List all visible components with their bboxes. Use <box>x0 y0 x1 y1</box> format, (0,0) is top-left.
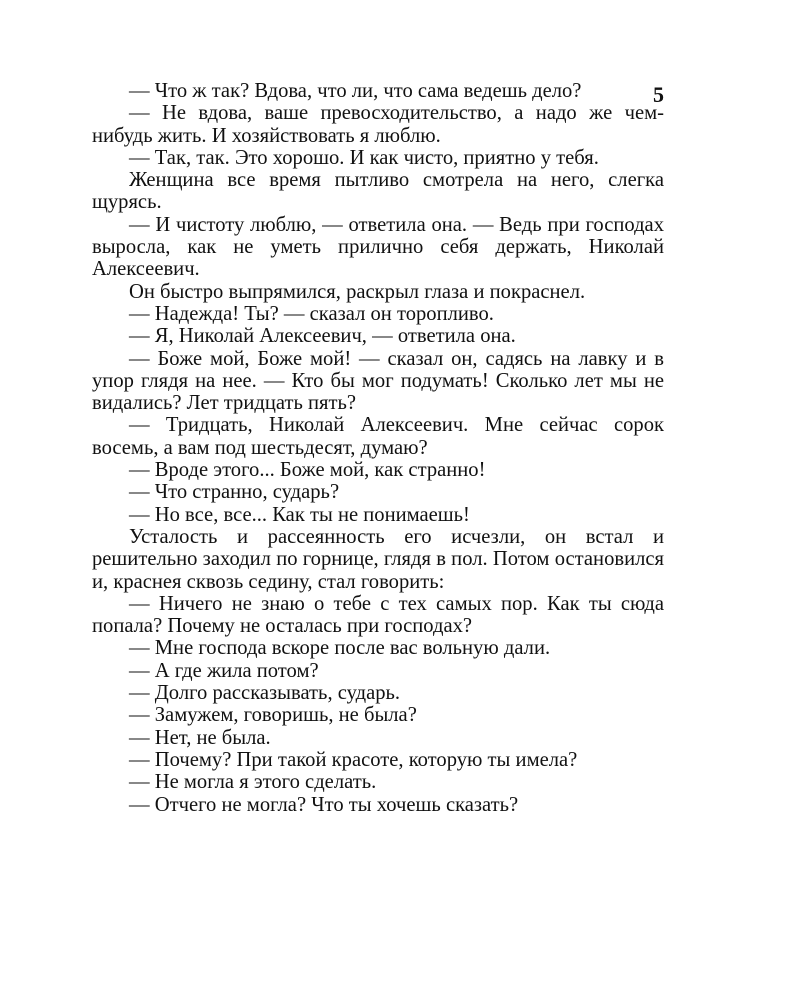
paragraph: — Тридцать, Николай Алексеевич. Мне сейчас сорок восемь, а вам под шестьдесят, думаю? <box>92 414 664 459</box>
paragraph: Он быстро выпрямился, раскрыл глаза и покраснел. <box>129 280 586 303</box>
paragraph: — Надежда! Ты? — сказал он торопливо. <box>129 302 494 325</box>
paragraph: — Не вдова, ваше превосходительство, а надо же чем-нибудь жить. И хозяйствовать я люблю. <box>92 102 664 147</box>
paragraph: — Боже мой, Боже мой! — сказал он, садясь на лавку и в упор глядя на нее. — Кто бы мог подумать! Сколько лет мы не видались? Лет тридцать пять? <box>92 347 664 415</box>
paragraph: Усталость и рассеянность его исчезли, он встал и решительно заходил по горнице, глядя в пол. Потом остановился и, краснея сквозь седину, стал говорить: <box>92 525 664 593</box>
paragraph: — Но все, все... Как ты не понимаешь! <box>129 503 470 526</box>
paragraph: — Отчего не могла? Что ты хочешь сказать? <box>129 793 519 816</box>
paragraph: — Не могла я этого сделать. <box>129 771 377 794</box>
paragraph: — Так, так. Это хорошо. И как чисто, приятно у тебя. <box>129 146 599 169</box>
paragraph: — Долго рассказывать, сударь. <box>129 682 401 705</box>
paragraph: — Замужем, говоришь, не была? <box>129 704 417 727</box>
paragraph: — Что странно, сударь? <box>129 481 340 504</box>
paragraph: — Ничего не знаю о тебе с тех самых пор. Как ты сюда попала? Почему не осталась при господах? <box>92 592 664 638</box>
paragraph: — Что ж так? Вдова, что ли, что сама ведешь дело? <box>129 80 582 102</box>
paragraph: — А где жила потом? <box>129 659 319 682</box>
paragraph: — Вроде этого... Боже мой, как странно! <box>129 459 486 482</box>
paragraph: — Я, Николай Алексеевич, — ответила она. <box>129 325 516 348</box>
paragraph: Женщина все время пытливо смотрела на него, слегка щурясь. <box>92 169 664 214</box>
paragraph: — Мне господа вскоре после вас вольную дали. <box>129 637 551 660</box>
paragraph: — Почему? При такой красоте, которую ты имела? <box>129 748 578 771</box>
paragraph: — Нет, не была. <box>129 726 271 749</box>
page-number: 5 <box>653 82 664 107</box>
paragraph: — И чистоту люблю, — ответила она. — Ведь при господах выросла, как не уметь прилично себя держать, Николай Алексеевич. <box>92 213 664 281</box>
book-page <box>92 80 664 816</box>
